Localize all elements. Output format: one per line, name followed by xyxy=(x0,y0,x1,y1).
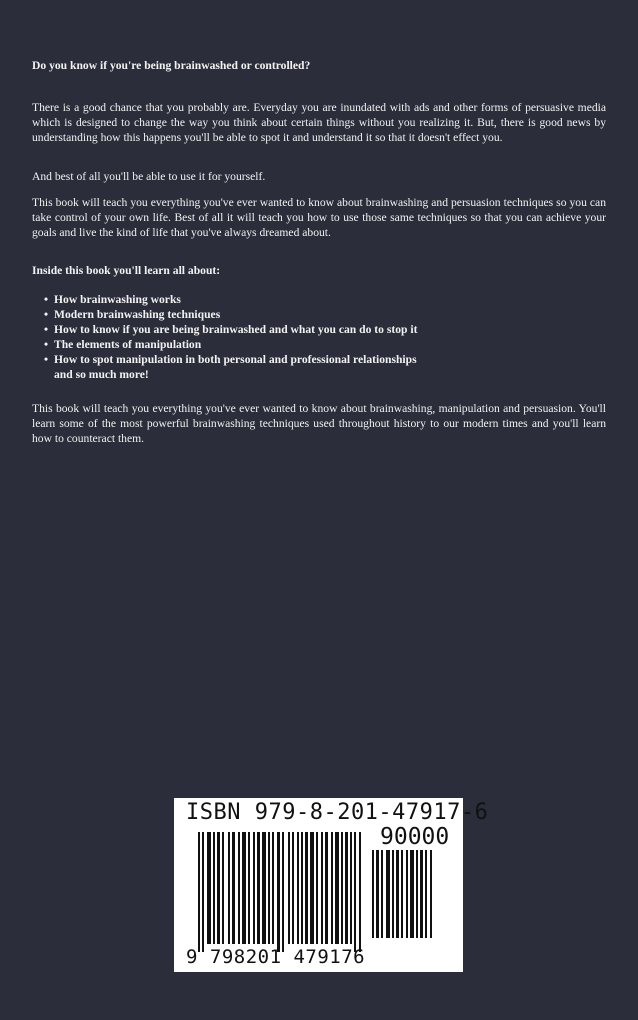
learn-list xyxy=(32,292,606,382)
barcode-bar xyxy=(272,832,274,944)
barcode-bar xyxy=(297,832,299,944)
isbn-barcode xyxy=(174,798,489,972)
barcode-bar xyxy=(321,832,323,944)
barcode-bar xyxy=(282,832,284,952)
barcode-bar xyxy=(410,850,414,938)
barcode-bar xyxy=(372,850,374,938)
closing-paragraph: This book will teach you everything you've ever wanted to know about brainwashing, manipulation and persuasion. You'll learn some of the most powerful brainwashing techniques used throughout history to our modern times and you'll learn how to counteract them. xyxy=(32,402,606,445)
barcode-bar xyxy=(325,832,328,944)
barcode-bar xyxy=(416,850,418,938)
barcode-bar xyxy=(277,832,280,952)
barcode-bar xyxy=(425,850,427,938)
barcode-bar xyxy=(310,832,314,944)
barcode-bar xyxy=(268,832,270,944)
list-item: • How to spot manipulation in both personal and professional relationships xyxy=(44,353,417,366)
list-item: • The elements of manipulation xyxy=(44,338,202,351)
barcode-bar xyxy=(232,832,235,944)
list-item: • Modern brainwashing techniques xyxy=(44,308,221,321)
bullet-icon: • xyxy=(44,353,49,366)
barcode-bar xyxy=(406,850,408,938)
list-item: • How to know if you are being brainwashed and what you can do to stop it xyxy=(44,323,418,336)
barcode-bar xyxy=(262,832,266,944)
barcode-bar xyxy=(401,850,403,938)
bullet-icon: • xyxy=(44,338,49,351)
barcode-bar xyxy=(213,832,215,944)
intro-paragraph: There is a good chance that you probably are. Everyday you are inundated with ads and other forms of persuasive media which is designed to change the way you think about certain things without you realizing it. But, there is good news by understanding how this happens you'll be able to spot it and understand it so that it doesn't effect you. xyxy=(32,101,606,144)
barcode-bar xyxy=(222,832,224,944)
barcode-bar xyxy=(207,832,211,944)
bullet-icon: • xyxy=(44,323,49,336)
barcode-bar xyxy=(305,832,308,944)
barcode-bar xyxy=(217,832,220,944)
question-heading: Do you know if you're being brainwashed or controlled? xyxy=(32,59,311,72)
barcode-bar xyxy=(386,850,390,938)
barcode-bar xyxy=(396,850,399,938)
barcode-bar xyxy=(202,832,204,952)
barcode-bar xyxy=(420,850,423,938)
list-item: and so much more! xyxy=(54,368,149,381)
barcode-bar xyxy=(430,850,432,938)
barcode-bar xyxy=(376,850,379,938)
barcode-bar xyxy=(335,832,339,944)
bullet-icon: • xyxy=(44,308,49,321)
barcode-bar xyxy=(345,832,348,944)
isbn-label: ISBN 979-8-201-47917-6 xyxy=(186,800,489,825)
list-item: • How brainwashing works xyxy=(44,293,181,306)
barcode-bar xyxy=(238,832,240,944)
barcode-bar xyxy=(341,832,343,944)
barcode-bar xyxy=(301,832,303,944)
barcode-bar xyxy=(331,832,333,944)
barcode-bar xyxy=(316,832,318,944)
barcode-bar xyxy=(392,850,394,938)
barcode-bar xyxy=(198,832,200,952)
inside-book-heading: Inside this book you'll learn all about: xyxy=(32,264,221,277)
barcode-bars-icon xyxy=(198,832,366,952)
barcode-bar xyxy=(242,832,246,944)
barcode-bar xyxy=(354,832,356,952)
barcode-bar xyxy=(359,832,361,952)
best-of-all-paragraph: And best of all you'll be able to use it for yourself. xyxy=(32,170,266,183)
barcode-bar xyxy=(248,832,250,944)
barcode-bar xyxy=(292,832,294,944)
addon-barcode-bars-icon xyxy=(372,850,452,946)
barcode-bar xyxy=(253,832,255,944)
barcode-bar xyxy=(257,832,260,944)
barcode-bar xyxy=(288,832,290,944)
ean-digits: 9 798201 479176 xyxy=(186,946,366,968)
bullet-icon: • xyxy=(44,293,49,306)
barcode-bar xyxy=(350,832,352,944)
barcode-bar xyxy=(228,832,230,944)
back-cover-text xyxy=(32,58,606,446)
teach-paragraph: This book will teach you everything you've ever wanted to know about brainwashing and persuasion techniques so you can take control of your own life. Best of all it will teach you how to use those same techniques so that you can achieve your goals and live the kind of life that you've always dreamed about. xyxy=(32,196,606,239)
price-code-label: 90000 xyxy=(380,824,450,850)
barcode-bar xyxy=(381,850,383,938)
